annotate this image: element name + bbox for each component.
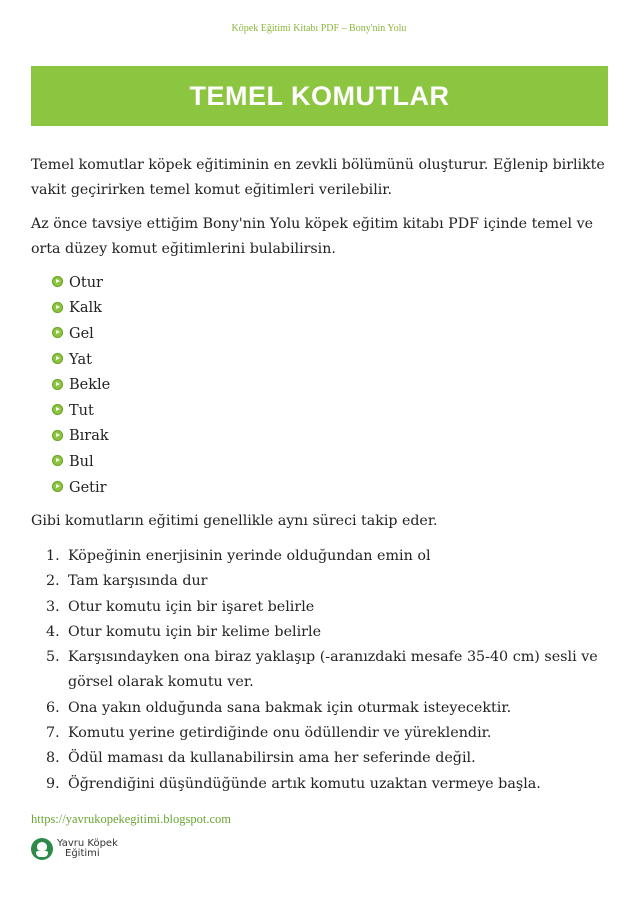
section-banner bbox=[31, 66, 608, 126]
intro-paragraph-2: Az önce tavsiye ettiğim Bony'nin Yolu köpek eğitim kitabı PDF içinde temel ve orta düzey komut eğitimlerini bulabilirsin. bbox=[31, 216, 593, 257]
step-item: 6. Ona yakın olduğunda sana bakmak için oturmak isteyecektir. bbox=[46, 699, 512, 716]
bullet-arrow-icon bbox=[52, 481, 63, 492]
list-item: Gel bbox=[52, 321, 110, 347]
step-item: 3. Otur komutu için bir işaret belirle bbox=[46, 598, 315, 615]
bullet-arrow-icon bbox=[52, 455, 63, 466]
step-item: 4. Otur komutu için bir kelime belirle bbox=[46, 623, 322, 640]
command-list bbox=[52, 270, 110, 500]
list-item: Yat bbox=[52, 347, 110, 373]
blog-link[interactable]: https://yavrukopekegitimi.blogspot.com bbox=[31, 812, 231, 826]
bullet-arrow-icon bbox=[52, 327, 63, 338]
steps-list bbox=[46, 544, 616, 797]
bullet-arrow-icon bbox=[52, 430, 63, 441]
step-item: 9. Öğrendiğini düşündüğünde artık komutu uzaktan vermeye başla. bbox=[46, 775, 541, 792]
logo-text: Yavru Köpek Eğitimi bbox=[57, 838, 118, 859]
list-item: Getir bbox=[52, 475, 110, 501]
process-intro: Gibi komutların eğitimi genellikle aynı süreci takip eder. bbox=[31, 513, 438, 529]
bullet-arrow-icon bbox=[52, 404, 63, 415]
step-item: 8. Ödül maması da kullanabilirsin ama her seferinde değil. bbox=[46, 750, 476, 767]
step-item: 7. Komutu yerine getirdiğinde onu ödüllendir ve yüreklendir. bbox=[46, 725, 492, 742]
intro-paragraph-1: Temel komutlar köpek eğitiminin en zevkli bölümünü oluşturur. Eğlenip birlikte vakit geçirirken temel komut eğitimleri verilebilir. bbox=[31, 157, 605, 198]
bullet-arrow-icon bbox=[52, 379, 63, 390]
section-title: TEMEL KOMUTLAR bbox=[189, 80, 450, 111]
bullet-arrow-icon bbox=[52, 353, 63, 364]
list-item: Bekle bbox=[52, 372, 110, 398]
list-item: Otur bbox=[52, 270, 110, 296]
step-item: 1. Köpeğinin enerjisinin yerinde olduğundan emin ol bbox=[46, 548, 431, 564]
list-item: Tut bbox=[52, 398, 110, 424]
list-item: Kalk bbox=[52, 296, 110, 322]
running-header: Köpek Eğitimi Kitabı PDF – Bony'nin Yolu bbox=[231, 23, 407, 34]
list-item: Bul bbox=[52, 449, 110, 475]
bullet-arrow-icon bbox=[52, 302, 63, 313]
step-item: 2. Tam karşısında dur bbox=[46, 573, 208, 590]
dog-logo-icon bbox=[31, 838, 53, 860]
list-item: Bırak bbox=[52, 424, 110, 450]
brand-logo bbox=[31, 838, 118, 860]
bullet-arrow-icon bbox=[52, 276, 63, 287]
step-item: 5. Karşısındayken ona biraz yaklaşıp (-aranızdaki mesafe 35-40 cm) sesli ve görsel olarak komutu ver. bbox=[46, 649, 598, 691]
